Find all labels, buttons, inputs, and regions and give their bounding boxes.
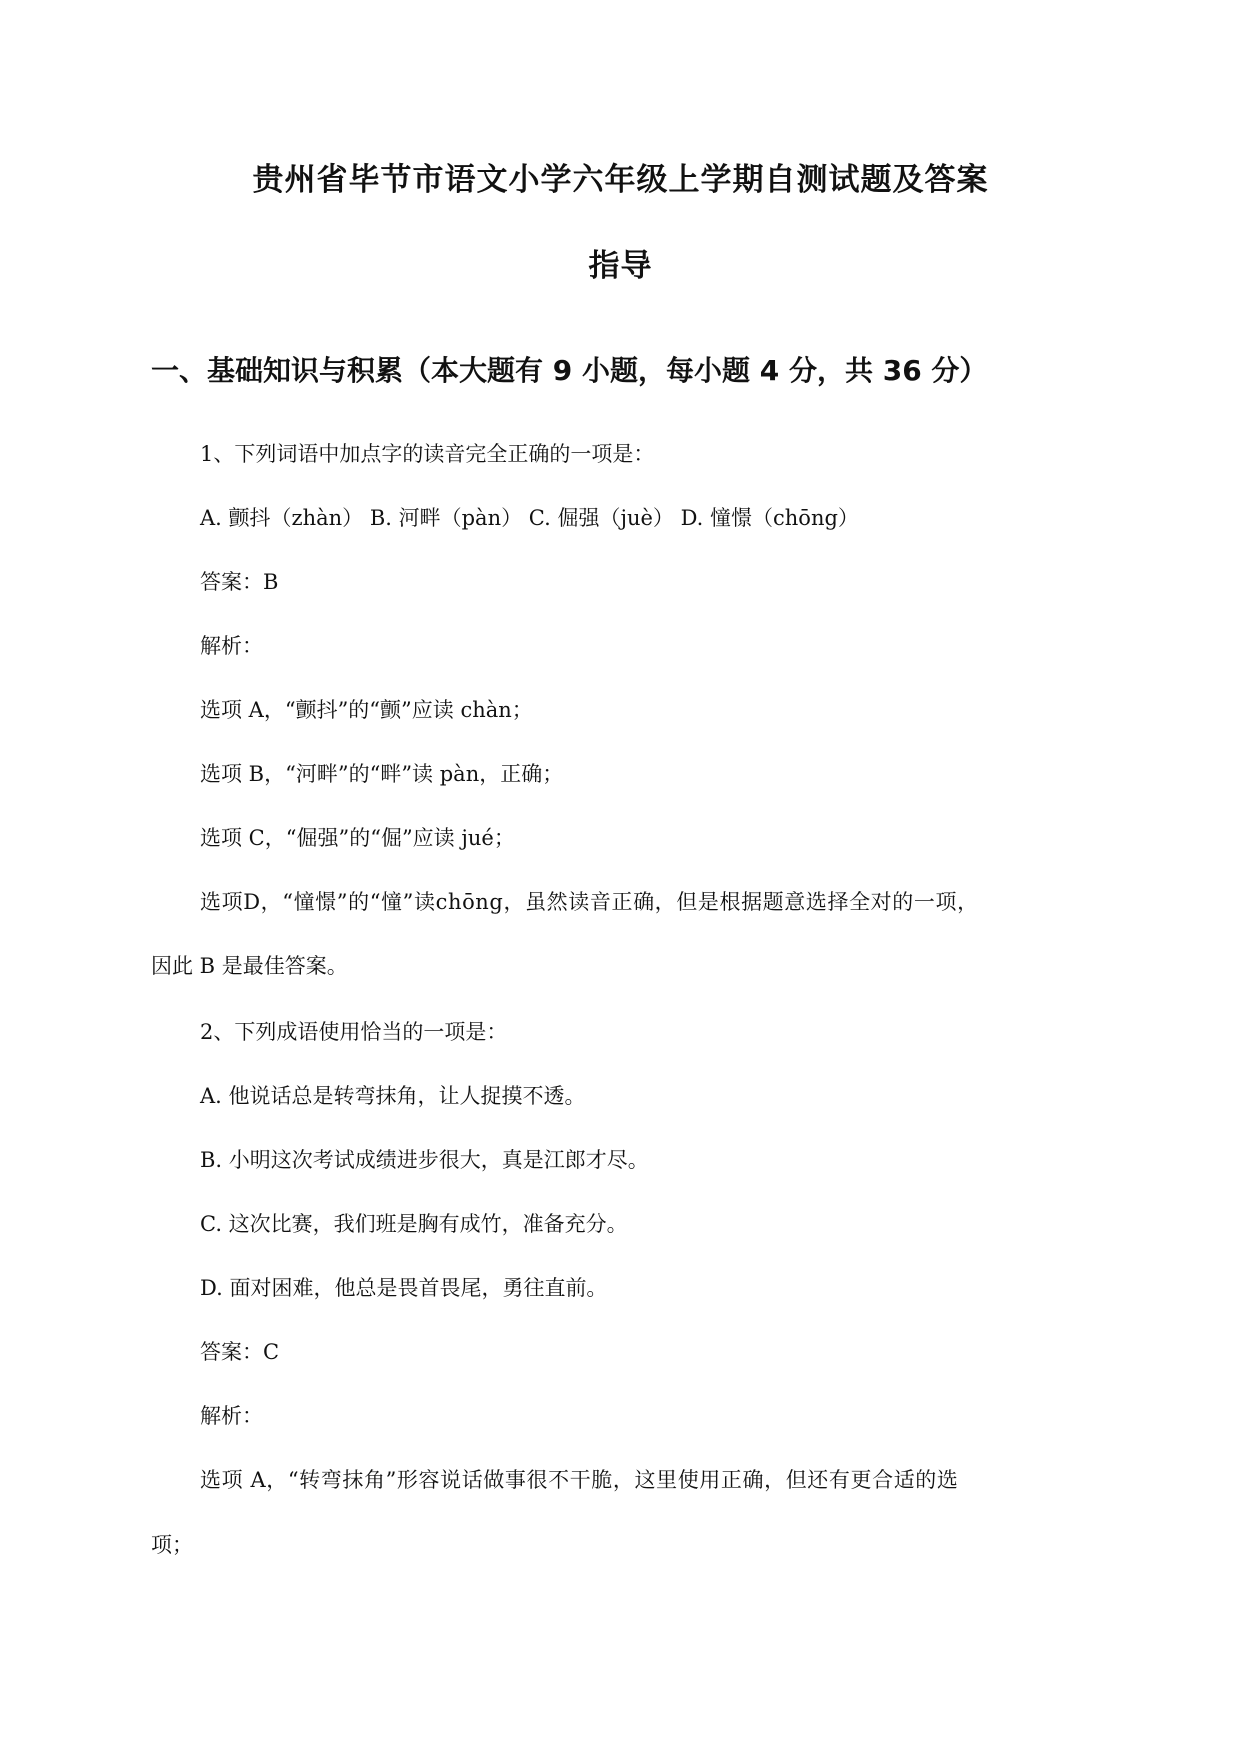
question-1-prompt: 1、下列词语中加点字的读音完全正确的一项是： (200, 442, 655, 466)
question-1-analysis-line: 选项 B，“河畔”的“畔”读 pàn，正确； (200, 762, 564, 786)
document-title-line-1: 贵州省毕节市语文小学六年级上学期自测试题及答案 (252, 162, 989, 198)
question-2-option-b: B. 小明这次考试成绩进步很大，真是江郎才尽。 (200, 1148, 649, 1172)
question-2-option-d: D. 面对困难，他总是畏首畏尾，勇往直前。 (200, 1276, 608, 1300)
document-title-line-2: 指导 (588, 248, 653, 284)
question-2-answer: 答案：C (200, 1340, 280, 1364)
question-1-analysis-line: 选项 C，“倔强”的“倔”应读 jué； (200, 826, 515, 850)
question-2-option-c: C. 这次比赛，我们班是胸有成竹，准备充分。 (200, 1212, 628, 1236)
question-2-analysis-line: 选项 A，“转弯抹角”形容说话做事很不干脆，这里使用正确，但还有更合适的选 (200, 1468, 959, 1492)
question-1-analysis-line: 因此 B 是最佳答案。 (151, 954, 348, 978)
question-1-analysis-label: 解析： (200, 634, 263, 658)
question-2-option-a: A. 他说话总是转弯抹角，让人捉摸不透。 (200, 1084, 586, 1108)
question-2-prompt: 2、下列成语使用恰当的一项是： (200, 1020, 508, 1044)
question-2-analysis-line: 项； (151, 1533, 193, 1557)
section-heading: 一、基础知识与积累（本大题有 9 小题，每小题 4 分，共 36 分） (151, 354, 988, 387)
question-1-answer: 答案：B (200, 570, 279, 594)
question-1-analysis-line: 选项 A，“颤抖”的“颤”应读 chàn； (200, 698, 533, 722)
question-1-options: A. 颤抖（zhàn） B. 河畔（pàn） C. 倔强（juè） D. 憧憬（chōng） (200, 506, 859, 530)
question-2-analysis-label: 解析： (200, 1404, 263, 1428)
question-1-analysis-line: 选项D，“憧憬”的“憧”读chōng，虽然读音正确，但是根据题意选择全对的一项， (200, 890, 979, 914)
